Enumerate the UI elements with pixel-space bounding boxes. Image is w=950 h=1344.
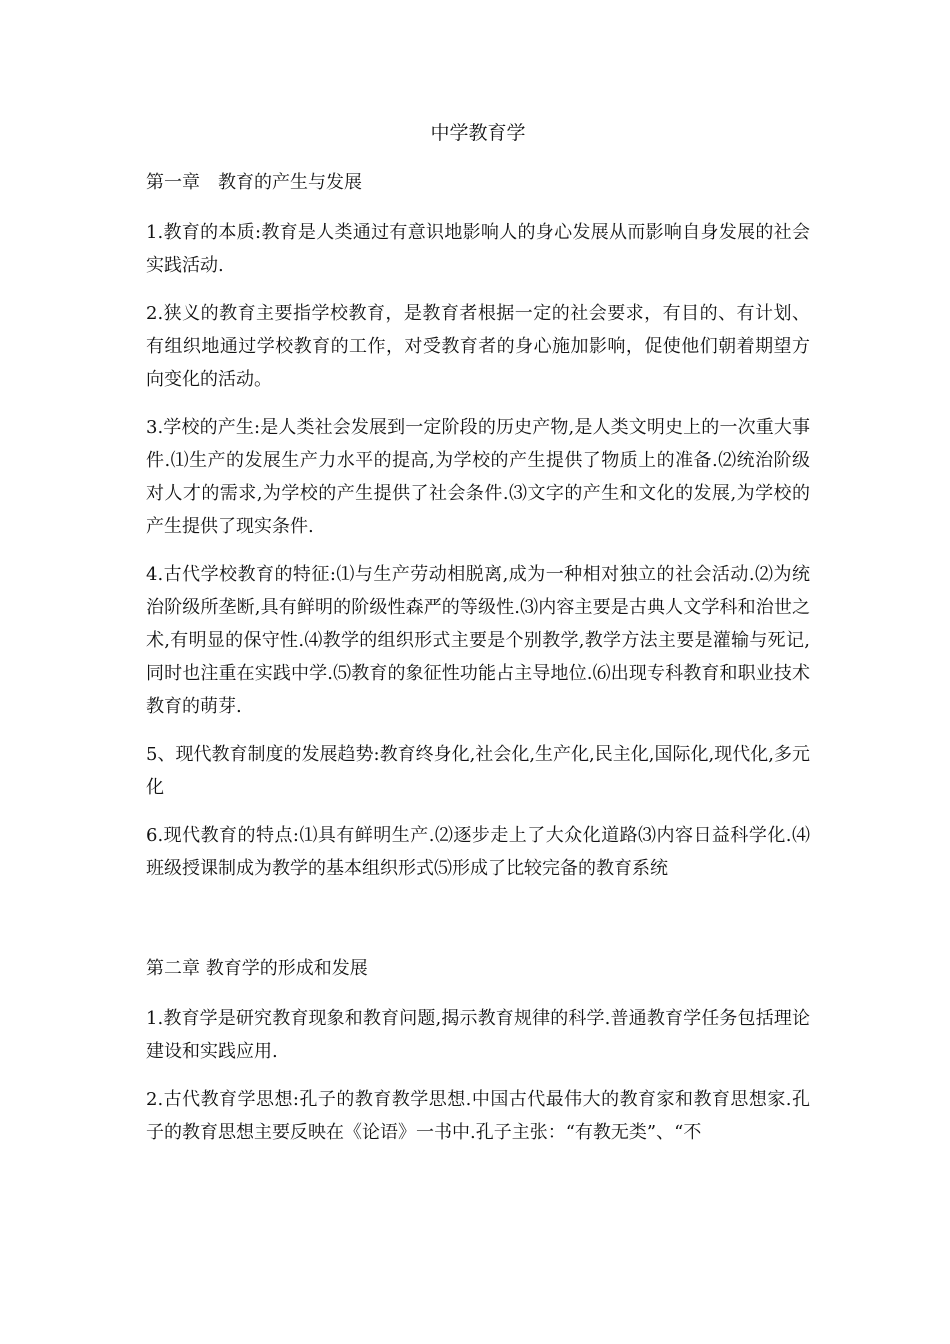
paragraph: 4.古代学校教育的特征:⑴与生产劳动相脱离,成为一种相对独立的社会活动.⑵为统治阶级所垄断,具有鲜明的阶级性森严的等级性.⑶内容主要是古典人文学科和治世之术,有明显的保守性.⑷教学的组织形式主要是个别教学,教学方法主要是灌输与死记,同时也注重在实践中学.⑸教育的象征性功能占主导地位.⑹出现专科教育和职业技术教育的萌芽.	[146, 564, 810, 717]
paragraph: 5、现代教育制度的发展趋势:教育终身化,社会化,生产化,民主化,国际化,现代化,多元化	[146, 744, 810, 798]
chapter-spacer	[146, 900, 810, 954]
chapter-1	[146, 168, 810, 885]
chapter-2	[146, 954, 810, 1149]
chapter-heading: 第一章 教育的产生与发展	[146, 172, 362, 193]
paragraph: 1.教育的本质:教育是人类通过有意识地影响人的身心发展从而影响自身发展的社会实践活动.	[146, 222, 810, 276]
paragraph: 2.狭义的教育主要指学校教育，是教育者根据一定的社会要求，有目的、有计划、有组织地通过学校教育的工作，对受教育者的身心施加影响，促使他们朝着期望方向变化的活动。	[146, 303, 810, 390]
paragraph: 2.古代教育学思想:孔子的教育教学思想.中国古代最伟大的教育家和教育思想家.孔子的教育思想主要反映在《论语》一书中.孔子主张：“有教无类”、“不	[146, 1089, 810, 1143]
paragraph: 3.学校的产生:是人类社会发展到一定阶段的历史产物,是人类文明史上的一次重大事件.⑴生产的发展生产力水平的提高,为学校的产生提供了物质上的准备.⑵统治阶级对人才的需求,为学校的产生提供了社会条件.⑶文字的产生和文化的发展,为学校的产生提供了现实条件.	[146, 417, 810, 537]
paragraph: 6.现代教育的特点:⑴具有鲜明生产.⑵逐步走上了大众化道路⑶内容日益科学化.⑷班级授课制成为教学的基本组织形式⑸形成了比较完备的教育系统	[146, 825, 810, 879]
document-title: 中学教育学	[430, 122, 526, 144]
document-page	[146, 118, 810, 1164]
paragraph: 1.教育学是研究教育现象和教育问题,揭示教育规律的科学.普通教育学任务包括理论建设和实践应用.	[146, 1008, 810, 1062]
chapter-heading: 第二章 教育学的形成和发展	[146, 958, 368, 979]
